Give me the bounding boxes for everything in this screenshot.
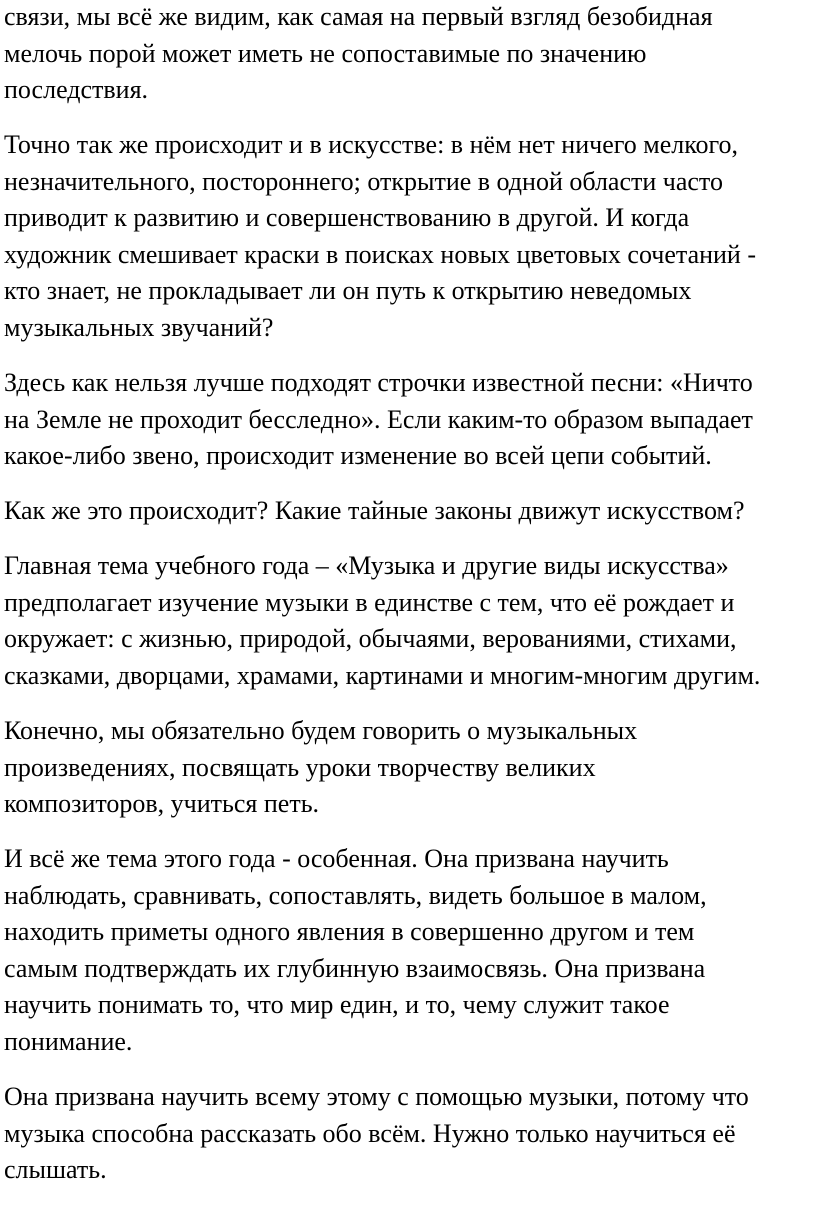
text-line: мелочь порой может иметь не сопоставимые по значению (4, 38, 647, 68)
text-line: предполагает изучение музыки в единстве с тем, что её рождает и (4, 587, 735, 617)
text-line: произведениях, посвящать уроки творчеству великих (4, 752, 596, 782)
text-line: на Земле не проходит бесследно». Если каким-то образом выпадает (4, 404, 753, 434)
text-line: связи, мы всё же видим, как самая на первый взгляд безобидная (4, 2, 713, 31)
paragraph-art (4, 127, 816, 347)
text-line: окружает: с жизнью, природой, обычаями, верованиями, стихами, (4, 624, 737, 654)
text-line: незначительного, постороннего; открытие в одной области часто (4, 166, 723, 196)
text-line: сказками, дворцами, храмами, картинами и многим-многим другим. (4, 660, 761, 690)
text-line: Как же это происходит? Какие тайные законы движут искусством? (4, 496, 745, 525)
paragraph-song (4, 365, 816, 475)
text-line: Главная тема учебного года – «Музыка и другие виды искусства» (4, 551, 729, 580)
text-line: композиторов, учиться петь. (4, 789, 320, 819)
text-line: наблюдать, сравнивать, сопоставлять, видеть большое в малом, (4, 880, 707, 910)
text-line: И всё же тема этого года - особенная. Она призвана научить (4, 844, 669, 873)
text-line: кто знает, не прокладывает ли он путь к открытию неведомых (4, 276, 692, 306)
text-line: музыкальных звучаний? (4, 312, 274, 342)
text-line: Здесь как нельзя лучше подходят строчки известной песни: «Ничто (4, 368, 753, 397)
text-line: последствия. (4, 75, 149, 105)
text-line: Точно так же происходит и в искусстве: в нём нет ничего мелкого, (4, 130, 739, 159)
paragraph-special-theme (4, 841, 816, 1061)
text-line: какое-либо звено, происходит изменение во всей цепи событий. (4, 441, 712, 471)
paragraph-consequences (4, 0, 816, 109)
paragraph-main-theme (4, 548, 816, 694)
paragraph-of-course (4, 713, 816, 823)
text-line: приводит к развитию и совершенствованию в другой. И когда (4, 203, 690, 233)
paragraph-question (4, 493, 816, 530)
text-line: самым подтверждать их глубинную взаимосвязь. Она призвана (4, 953, 706, 983)
text-line: понимание. (4, 1026, 133, 1056)
text-line: художник смешивает краски в поисках новых цветовых сочетаний - (4, 239, 757, 269)
text-line: Конечно, мы обязательно будем говорить о музыкальных (4, 716, 638, 745)
text-line: Она призвана научить всему этому с помощью музыки, потому что (4, 1082, 749, 1111)
text-line: слышать. (4, 1155, 107, 1185)
text-line: научить понимать то, что мир един, и то, чему служит такое (4, 990, 670, 1020)
text-line: находить приметы одного явления в совершенно другом и тем (4, 917, 695, 947)
paragraph-through-music (4, 1079, 816, 1189)
text-line: музыка способна рассказать обо всём. Нужно только научиться её (4, 1118, 736, 1148)
